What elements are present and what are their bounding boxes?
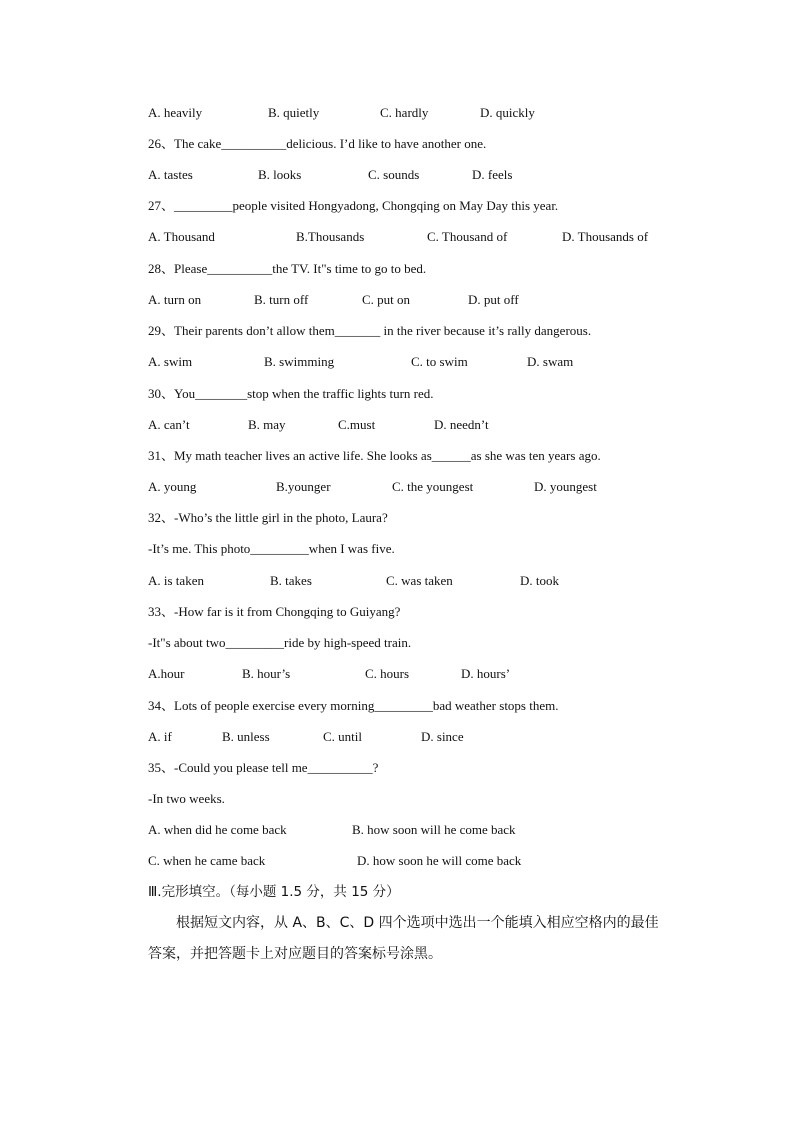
option-d: D. feels: [472, 167, 513, 182]
option-a: A. can’t: [148, 417, 190, 432]
option-c: C. sounds: [368, 167, 420, 182]
question-33: 33、-How far is it from Chongqing to Guiyang?: [148, 604, 401, 619]
option-c: C. to swim: [411, 354, 468, 369]
question-28: 28、Please__________the TV. It"s time to go to bed.: [148, 261, 427, 276]
option-d: D. needn’t: [434, 417, 489, 432]
option-c: C. Thousand of: [427, 229, 508, 244]
option-c: C. was taken: [386, 573, 453, 588]
question-31: 31、My math teacher lives an active life. She looks as______as she was ten years ago.: [148, 448, 601, 463]
option-a: A. young: [148, 479, 197, 494]
option-d: D. Thousands of: [562, 229, 649, 244]
question-32: 32、-Who’s the little girl in the photo, Laura?: [148, 510, 388, 525]
option-a: A. swim: [148, 354, 193, 369]
option-c: C. put on: [362, 292, 411, 307]
option-a: A. turn on: [148, 292, 202, 307]
option-d: D. since: [421, 729, 464, 744]
option-d: D. took: [520, 573, 559, 588]
question-29: 29、Their parents don’t allow them_______ in the river because it’s rally dangerous.: [148, 323, 592, 338]
question-32-reply: -It’s me. This photo_________when I was five.: [148, 541, 395, 556]
option-d: D. youngest: [534, 479, 597, 494]
option-a: A. when did he come back: [148, 822, 287, 837]
question-30: 30、You________stop when the traffic lights turn red.: [148, 386, 434, 401]
option-c: C. hardly: [380, 105, 429, 120]
option-b: B. how soon will he come back: [352, 822, 516, 837]
option-d: D. put off: [468, 292, 519, 307]
option-b: B. unless: [222, 729, 270, 744]
option-c: C. until: [323, 729, 363, 744]
question-27: 27、_________people visited Hongyadong, Chongqing on May Day this year.: [148, 198, 559, 213]
option-a: A. if: [148, 729, 172, 744]
option-a: A. tastes: [148, 167, 193, 182]
option-b: B. takes: [270, 573, 312, 588]
question-34: 34、Lots of people exercise every morning_________bad weather stops them.: [148, 698, 559, 713]
option-c: C.must: [338, 417, 376, 432]
option-d: D. how soon he will come back: [357, 853, 522, 868]
option-b: B.younger: [276, 479, 331, 494]
option-a: A. heavily: [148, 105, 203, 120]
question-35-reply: -In two weeks.: [148, 791, 225, 806]
option-c: C. when he came back: [148, 853, 266, 868]
option-c: C. hours: [365, 666, 410, 681]
section-instruction: 根据短文内容，从 A、B、C、D 四个选项中选出一个能填入相应空格内的最佳答案，并把答题卡上对应题目的答案标号涂黑。: [148, 915, 659, 962]
option-d: D. quickly: [480, 105, 535, 120]
option-b: B. swimming: [264, 354, 335, 369]
option-b: B. turn off: [254, 292, 309, 307]
option-b: B.Thousands: [296, 229, 365, 244]
question-33-reply: -It"s about two_________ride by high-speed train.: [148, 635, 412, 650]
option-c: C. the youngest: [392, 479, 474, 494]
option-a: A. is taken: [148, 573, 204, 588]
section-heading: Ⅲ.完形填空。（每小题 1.5 分，共 15 分）: [148, 884, 400, 900]
option-d: D. swam: [527, 354, 574, 369]
question-26: 26、The cake__________delicious. I’d like to have another one.: [148, 136, 487, 151]
option-b: B. hour’s: [242, 666, 291, 681]
option-d: D. hours’: [461, 666, 511, 681]
option-b: B. looks: [258, 167, 302, 182]
option-a: A.hour: [148, 666, 185, 681]
question-35: 35、-Could you please tell me__________?: [148, 760, 379, 775]
option-b: B. quietly: [268, 105, 320, 120]
option-a: A. Thousand: [148, 229, 215, 244]
option-b: B. may: [248, 417, 286, 432]
